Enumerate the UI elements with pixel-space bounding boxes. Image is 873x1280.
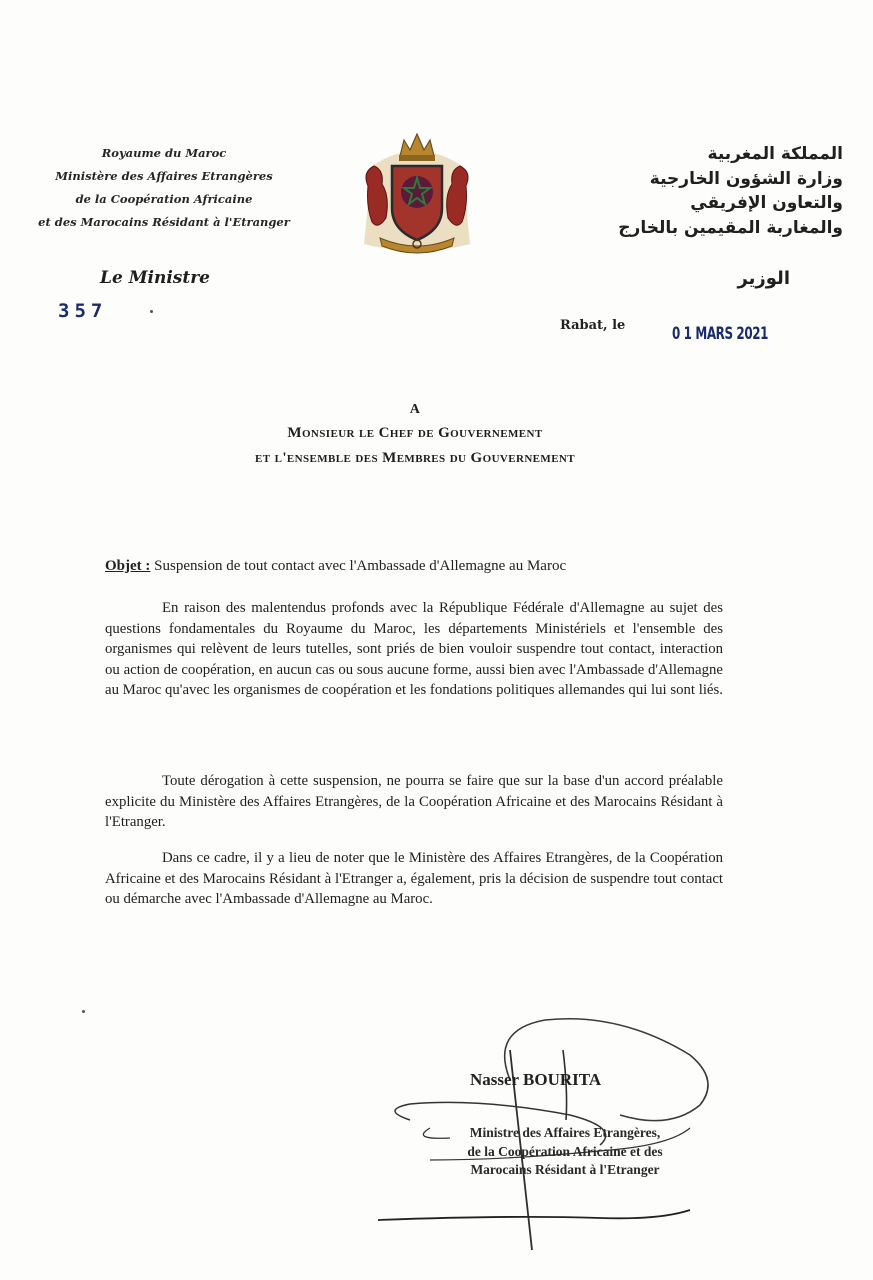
date-stamp: 0 1 MARS 2021 [672, 324, 769, 344]
letterhead-line: Royaume du Maroc [101, 146, 227, 160]
addressee-prefix: A [409, 402, 421, 417]
speck [82, 1010, 85, 1013]
arabic-minister-label: الوزير [737, 268, 790, 289]
signatory-title-line: Marocains Résidant à l'Etranger [470, 1162, 660, 1177]
body-paragraph: Dans ce cadre, il y a lieu de noter que le Ministère des Affaires Etrangères, de la Coopération Africaine et des Marocains Résidant à l'Etranger a, également, pris la décision de suspendre tout contact ou démarche avec l'Ambassade d'Allemagne au Maroc. [105, 850, 723, 907]
letterhead-line: de la Coopération Africaine [75, 192, 253, 206]
signatory-title-line: de la Coopération Africaine et des [467, 1143, 663, 1159]
arabic-letterhead [575, 142, 843, 240]
coat-of-arms-icon [352, 126, 482, 260]
letterhead-line: Ministère des Affaires Etrangères [55, 169, 273, 183]
letterhead-line: وزارة الشؤون الخارجية [649, 168, 843, 189]
addressee-line: et l'ensemble des Membres du Gouvernement [254, 450, 576, 466]
signatory-title-line: Ministre des Affaires Etrangères, [469, 1125, 661, 1140]
subject-line [105, 558, 566, 575]
letterhead-line: والمغاربة المقيمين بالخارج [618, 217, 843, 238]
signatory-name: Nasser BOURITA [470, 1070, 602, 1089]
addressee-line: Monsieur le Chef de Gouvernement [287, 425, 543, 441]
subject-label: Objet : [105, 558, 151, 574]
speck [150, 310, 153, 313]
letterhead-line: والتعاون الإفريقي [690, 193, 843, 213]
body-paragraph: En raison des malentendus profonds avec la République Fédérale d'Allemagne au sujet des questions fondamentales du Royaume du Maroc, les départements Ministériels et l'ensemble des organismes qui relèvent de leurs tutelles, sont priés de bien vouloir suspendre tout contact, interaction ou action de coopération, en aucun cas ou sous aucune forme, aussi bien avec l'Ambassade d'Allemagne au Maroc qu'avec les organismes de coopération et les fondations politiques allemandes qui lui sont liés. [105, 600, 723, 698]
reference-number: 357 [58, 300, 108, 322]
minister-label: Le Ministre [100, 268, 210, 288]
place-label: Rabat, le [560, 318, 626, 333]
signatory-title [420, 1124, 710, 1180]
french-letterhead [4, 142, 324, 234]
body-paragraph: Toute dérogation à cette suspension, ne pourra se faire que sur la base d'un accord préalable explicite du Ministère des Affaires Etrangères, de la Coopération Africaine et des Marocains Résidant à l'Etranger. [105, 773, 723, 830]
letterhead-line: المملكة المغربية [707, 144, 843, 164]
subject-text: Suspension de tout contact avec l'Ambassade d'Allemagne au Maroc [150, 558, 567, 574]
letterhead-line: et des Marocains Résidant à l'Etranger [38, 215, 290, 229]
